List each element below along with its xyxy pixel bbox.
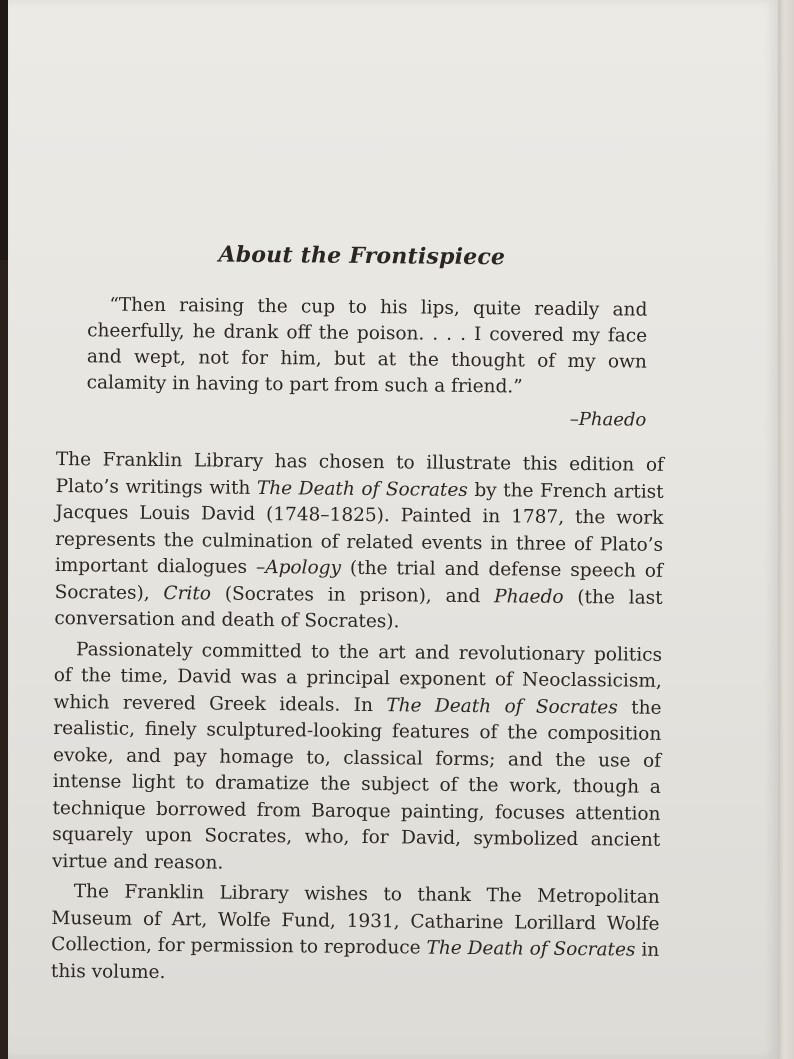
dialogue-title-phaedo: Phaedo bbox=[494, 585, 564, 608]
paragraph-1-text: by the French artist Jacques Louis David (1748–1825). Painted in 1787, the work represents the culmination of related events in three of Plato’s important dialogues – bbox=[54, 479, 664, 579]
page-title: About the Frontispiece bbox=[218, 241, 506, 271]
page-edge bbox=[778, 0, 794, 1059]
paragraph-3 bbox=[51, 879, 660, 991]
paragraph-1-text: The Franklin Library has chosen to illustrate this edition of Plato’s writings with bbox=[55, 448, 664, 499]
paragraph-3-text: in this volume. bbox=[50, 939, 660, 983]
paragraph-2-text: Passionately committed to the art and revolutionary politics of the time, David was a principal exponent of Neoclassicism, which revered Greek ideals. In bbox=[53, 638, 663, 716]
artwork-title: The Death of Socrates bbox=[426, 937, 636, 961]
paragraph-1-text: (the trial and defense speech of Socrates), bbox=[54, 557, 663, 604]
paragraph-1 bbox=[54, 447, 664, 638]
epigraph-quote: “Then raising the cup to his lips, quite readily and cheerfully, he drank off the poison. . . . I covered my face and wept, not for him, but at the thought of my own calamity in having to part from such a friend.” bbox=[86, 294, 648, 398]
paragraph-1-text: (Socrates in prison), and bbox=[210, 582, 495, 607]
artwork-title: The Death of Socrates bbox=[386, 694, 618, 718]
paragraph-2-text: the realistic, finely sculptured-looking features of the composition evoke, and pay homage to, classical forms; and the use of intense light to dramatize the subject of the work, though a technique borrowed from Baroque painting, focuses attention squarely upon Socrates, who, for David, symbolized ancient virtue and reason. bbox=[51, 696, 662, 874]
dialogue-title-apology: Apology bbox=[265, 557, 342, 579]
paragraph-1-text: (the last conversation and death of Socrates). bbox=[54, 586, 663, 633]
artwork-title: The Death of Socrates bbox=[256, 477, 468, 501]
paragraph-3-text: The Franklin Library wishes to thank The Metropolitan Museum of Art, Wolfe Fund, 1931, Catharine Lorillard Wolfe Collection, for permission to reproduce bbox=[51, 881, 660, 959]
page-content bbox=[51, 240, 666, 995]
background-shadow bbox=[0, 0, 8, 260]
epigraph-attribution: –Phaedo bbox=[569, 408, 647, 431]
paragraph-2 bbox=[52, 636, 662, 880]
dialogue-title-crito: Crito bbox=[163, 582, 212, 604]
